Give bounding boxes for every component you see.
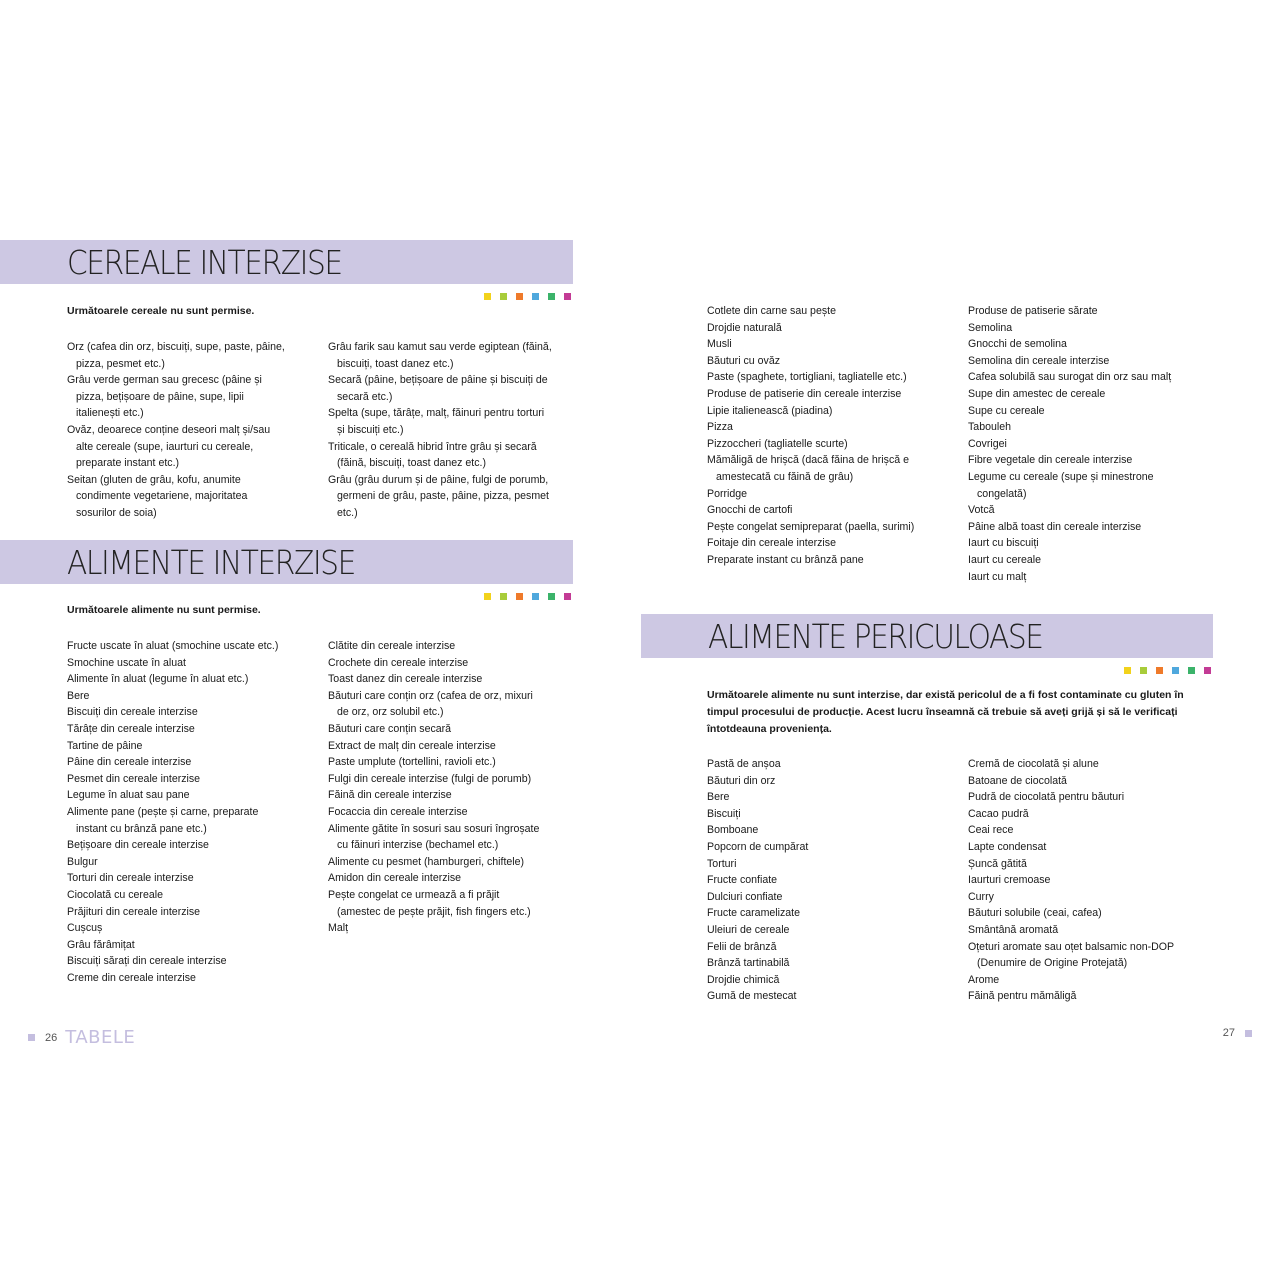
list-item: Gumă de mestecat [707, 990, 797, 1003]
color-square [500, 293, 507, 300]
footer-right [1223, 1027, 1252, 1039]
list-item: Pastă de anșoa [707, 758, 781, 770]
list-item: Triticale, o cereală hibrid între grâu și secară (făină, biscuiți, toast danez etc.) [328, 440, 537, 470]
color-square [500, 593, 507, 600]
list-item: Bulgur [67, 855, 98, 868]
list-item: Grâu verde german sau grecesc (pâine și pizza, bețișoare de pâine, supe, lipii italienești etc.) [67, 374, 262, 420]
list-item: Extract de malț din cereale interzise [328, 739, 496, 752]
intro-periculoase: Următoarele alimente nu sunt interzise, dar există pericolul de a fi fost contaminate cu gluten în timpul procesului de producție. Acest lucru înseamnă că trebuie să aveți grijă și să le verificați întotdeauna proveniența. [707, 689, 1184, 735]
list-item: Făină pentru mămăligă [968, 990, 1077, 1003]
list-item: Biscuiți din cereale interzise [67, 706, 198, 719]
list-periculoase-col2 [968, 756, 1186, 1005]
color-square [1172, 667, 1179, 674]
list-item: Creme din cereale interzise [67, 971, 196, 984]
list-item: Pudră de ciocolată pentru băuturi [968, 791, 1125, 804]
color-square [564, 593, 571, 600]
list-item: Pizzoccheri (tagliatelle scurte) [707, 437, 848, 450]
list-item: Batoane de ciocolată [968, 774, 1067, 787]
list-item: Ovăz, deoarece conține deseori malț și/sau alte cereale (supe, iaurturi cu cereale, preparate instant etc.) [67, 423, 271, 470]
list-item: Băuturi solubile (ceai, cafea) [968, 907, 1102, 920]
list-item: Smântână aromată [968, 923, 1059, 936]
list-item: Lapte condensat [968, 840, 1047, 853]
list-cereale-col2 [328, 339, 553, 522]
list-item: Produse de patiserie sărate [968, 305, 1098, 317]
color-square [484, 593, 491, 600]
list-item: Torturi din cereale interzise [67, 872, 194, 885]
list-item: Cotlete din carne sau pește [707, 305, 836, 317]
list-item: Seitan (gluten de grâu, kofu, anumite condimente vegetariene, majoritatea sosurilor de soia) [67, 473, 248, 519]
list-item: Băuturi care conțin secară [328, 722, 452, 735]
footer-label: TABELE [65, 1027, 136, 1048]
list-item: Grâu farik sau kamut sau verde egiptean (făină, biscuiți, toast danez etc.) [328, 341, 552, 370]
list-item: Supe din amestec de cereale [968, 387, 1106, 400]
list-item: Biscuiți sărați din cereale interzise [67, 955, 227, 968]
list-item: Semolina [968, 321, 1013, 334]
list-item: Pește congelat semipreparat (paella, surimi) [707, 520, 915, 533]
list-item: Dulciuri confiate [707, 890, 783, 903]
list-item: Paste (spaghete, tortigliani, tagliatelle etc.) [707, 371, 907, 384]
list-cereale-col1 [67, 339, 289, 522]
list-item: Băuturi care conțin orz (cafea de orz, mixuri de orz, orz solubil etc.) [328, 689, 533, 719]
list-item: Fibre vegetale din cereale interzise [968, 454, 1133, 467]
list-item: Pâine din cereale interzise [67, 756, 192, 769]
list-item: Iaurt cu biscuiți [968, 537, 1039, 550]
list-item: Popcorn de cumpărat [707, 840, 809, 853]
list-item: Brânză tartinabilă [707, 957, 790, 970]
intro-cereale: Următoarele cereale nu sunt permise. [67, 305, 255, 317]
color-square [1140, 667, 1147, 674]
color-square [548, 293, 555, 300]
list-item: Legume cu cereale (supe și minestrone congelată) [968, 470, 1154, 500]
list-item: Bomboane [707, 824, 759, 837]
list-item: Tabouleh [968, 421, 1012, 434]
list-item: Iaurturi cremoase [968, 874, 1051, 887]
list-item: Amidon din cereale interzise [328, 872, 462, 885]
color-square [1188, 667, 1195, 674]
list-item: Foitaje din cereale interzise [707, 537, 836, 550]
list-item: Curry [968, 890, 994, 903]
list-item: Focaccia din cereale interzise [328, 805, 468, 818]
list-item: Alimente cu pesmet (hamburgeri, chiftele) [328, 855, 525, 868]
list-item: Prăjituri din cereale interzise [67, 905, 201, 918]
list-cont-col1 [707, 303, 932, 569]
list-item: Felii de brânză [707, 940, 777, 953]
list-item: Clătite din cereale interzise [328, 640, 456, 652]
list-item: Fructe confiate [707, 874, 778, 887]
list-item: Uleiuri de cereale [707, 923, 790, 936]
list-item: Grâu fărâmițat [67, 938, 135, 951]
list-item: Covrigei [968, 437, 1007, 450]
intro-alimente: Următoarele alimente nu sunt permise. [67, 604, 261, 616]
page-number-right: 27 [1222, 1027, 1235, 1039]
list-item: Cușcuș [67, 922, 103, 935]
list-item: Crochete din cereale interzise [328, 656, 469, 669]
color-square [1124, 667, 1131, 674]
list-item: Băuturi cu ovăz [707, 354, 781, 367]
list-item: Oțeturi aromate sau oțet balsamic non-DOP (Denumire de Origine Protejată) [968, 940, 1174, 970]
list-item: Smochine uscate în aluat [67, 656, 186, 669]
list-item: Iaurt cu malț [968, 570, 1027, 583]
list-item: Toast danez din cereale interzise [328, 673, 483, 686]
list-alimente-col1 [67, 638, 289, 986]
color-squares [1124, 667, 1211, 674]
list-alimente-col2 [328, 638, 543, 937]
color-square [484, 293, 491, 300]
list-item: Legume în aluat sau pane [67, 789, 190, 802]
list-item: Porridge [707, 487, 748, 500]
section-band-periculoase [641, 614, 1213, 658]
list-item: Drojdie naturală [707, 321, 782, 334]
list-item: Șuncă gătită [968, 857, 1027, 870]
list-item: Votcă [968, 504, 995, 517]
list-item: Biscuiți [707, 807, 741, 820]
list-item: Pește congelat ce urmează a fi prăjit (amestec de pește prăjit, fish fingers etc.) [328, 888, 531, 918]
list-item: Cacao pudră [968, 807, 1029, 820]
list-item: Gnocchi de semolina [968, 338, 1067, 351]
list-item: Cremă de ciocolată și alune [968, 758, 1099, 770]
color-squares [484, 293, 571, 300]
list-item: Bere [67, 689, 90, 702]
footer-square [28, 1034, 35, 1041]
footer-square [1245, 1030, 1252, 1037]
list-item: Drojdie chimică [707, 973, 780, 986]
list-item: Lipie italienească (piadina) [707, 404, 833, 417]
list-item: Supe cu cereale [968, 404, 1045, 417]
list-item: Musli [707, 338, 732, 351]
list-item: Tartine de pâine [67, 739, 143, 752]
color-square [516, 593, 523, 600]
list-item: Făină din cereale interzise [328, 789, 452, 802]
color-square [564, 293, 571, 300]
list-item: Gnocchi de cartofi [707, 504, 793, 517]
list-item: Mămăligă de hrișcă (dacă făina de hrișcă e amestecată cu făină de grâu) [707, 454, 909, 483]
section-band-cereale [0, 240, 573, 284]
section-band-alimente [0, 540, 573, 584]
list-item: Iaurt cu cereale [968, 553, 1042, 566]
list-item: Preparate instant cu brânză pane [707, 553, 864, 566]
list-item: Orz (cafea din orz, biscuiți, supe, paste, pâine, pizza, pesmet etc.) [67, 341, 285, 370]
list-item: Secară (pâine, bețișoare de pâine și biscuiți de secară etc.) [328, 374, 548, 403]
color-square [1156, 667, 1163, 674]
list-item: Pâine albă toast din cereale interzise [968, 520, 1142, 533]
list-item: Torturi [707, 857, 737, 870]
list-item: Pesmet din cereale interzise [67, 772, 201, 785]
list-item: Grâu (grâu durum și de pâine, fulgi de porumb, germeni de grâu, paste, pâine, pizza, pesmet etc.) [328, 473, 549, 519]
list-item: Ceai rece [968, 824, 1014, 837]
list-item: Bere [707, 791, 730, 804]
list-item: Băuturi din orz [707, 774, 776, 787]
list-item: Fructe caramelizate [707, 907, 801, 920]
color-squares [484, 593, 571, 600]
color-square [516, 293, 523, 300]
list-item: Spelta (supe, tărâțe, malț, făinuri pentru torturi și biscuiți etc.) [328, 407, 545, 436]
list-item: Fulgi din cereale interzise (fulgi de porumb) [328, 772, 532, 785]
list-item: Cafea solubilă sau surogat din orz sau malț [968, 371, 1172, 384]
list-cont-col2 [968, 303, 1186, 585]
list-item: Alimente pane (pește și carne, preparate instant cu brânză pane etc.) [67, 805, 259, 835]
list-item: Alimente gătite în sosuri sau sosuri îngroșate cu făinuri interzise (bechamel etc.) [328, 822, 540, 852]
color-square [532, 293, 539, 300]
list-item: Bețișoare din cereale interzise [67, 839, 209, 852]
footer-left [28, 1027, 135, 1048]
list-item: Pizza [707, 421, 733, 434]
list-item: Semolina din cereale interzise [968, 354, 1110, 367]
list-item: Alimente în aluat (legume în aluat etc.) [67, 673, 249, 686]
list-periculoase-col1 [707, 756, 932, 1005]
color-square [532, 593, 539, 600]
list-item: Paste umplute (tortellini, ravioli etc.) [328, 756, 496, 769]
list-item: Arome [968, 973, 1000, 986]
section-title-cereale: CEREALE INTERZISE [67, 243, 342, 282]
list-item: Produse de patiserie din cereale interzise [707, 387, 902, 400]
list-item: Malț [328, 922, 349, 935]
list-item: Fructe uscate în aluat (smochine uscate etc.) [67, 640, 279, 652]
section-title-periculoase: ALIMENTE PERICULOASE [708, 617, 1043, 656]
list-item: Ciocolată cu cereale [67, 888, 163, 901]
color-square [548, 593, 555, 600]
list-item: Tărâțe din cereale interzise [67, 722, 195, 735]
section-title-alimente: ALIMENTE INTERZISE [67, 543, 355, 582]
page-number-left: 26 [45, 1031, 58, 1044]
color-square [1204, 667, 1211, 674]
